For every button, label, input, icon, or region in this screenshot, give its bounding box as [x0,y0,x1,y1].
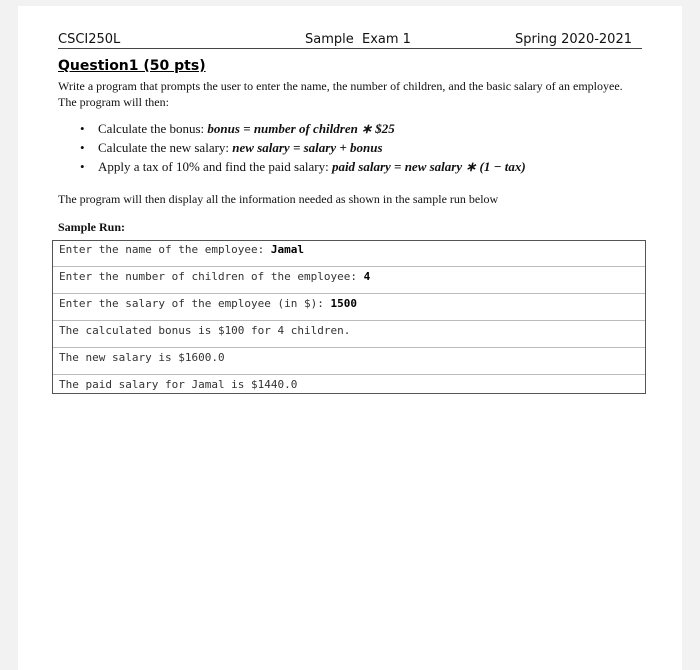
bullet-text: Apply a tax of 10% and find the paid salary: [98,159,332,174]
document-page [18,6,682,670]
sample-run-box [52,240,646,394]
bullet-formula: bonus = number of children ∗ $25 [207,121,395,136]
run-prompt: Enter the number of children of the employee: [59,270,364,283]
list-item [58,157,648,176]
run-input: 1500 [330,297,358,310]
course-code: CSCI250L [58,32,121,47]
sample-run-line [53,322,645,348]
sample-run-line [53,268,645,294]
question-intro [58,78,648,110]
bullet-formula: new salary = salary + bonus [232,140,383,155]
bullet-icon: • [80,159,85,174]
term: Spring 2020-2021 [515,32,632,47]
list-item [58,138,648,157]
bullet-icon: • [80,140,85,155]
run-prompt: The calculated bonus is $100 for 4 children. [59,324,351,337]
requirements-list [58,119,648,176]
run-input: Jamal [270,243,305,256]
sample-run-line [53,295,645,321]
bullet-icon: • [80,121,85,136]
bullet-text: Calculate the new salary: [98,140,233,155]
run-prompt: Enter the salary of the employee (in $): [59,297,331,310]
intro-line-2: The program will then: [58,95,169,109]
sample-run-label: Sample Run: [58,220,126,234]
sample-run-line [53,376,645,402]
run-prompt: The new salary is $1600.0 [59,351,225,364]
page-header [58,32,642,52]
exam-title: Sample Exam 1 [305,32,411,47]
intro-line-1: Write a program that prompts the user to enter the name, the number of children, and the basic salary of an employee. [58,79,623,93]
run-prompt: The paid salary for Jamal is $1440.0 [59,378,298,391]
run-prompt: Enter the name of the employee: [59,243,271,256]
header-divider [58,48,642,49]
question-outro: The program will then display all the information needed as shown in the sample run below [58,192,499,206]
bullet-text: Calculate the bonus: [98,121,208,136]
sample-run-line [53,241,645,267]
sample-run-line [53,349,645,375]
run-input: 4 [363,270,371,283]
bullet-formula: paid salary = new salary ∗ (1 − tax) [331,159,526,174]
list-item [58,119,648,138]
question-title: Question1 (50 pts) [58,58,206,74]
